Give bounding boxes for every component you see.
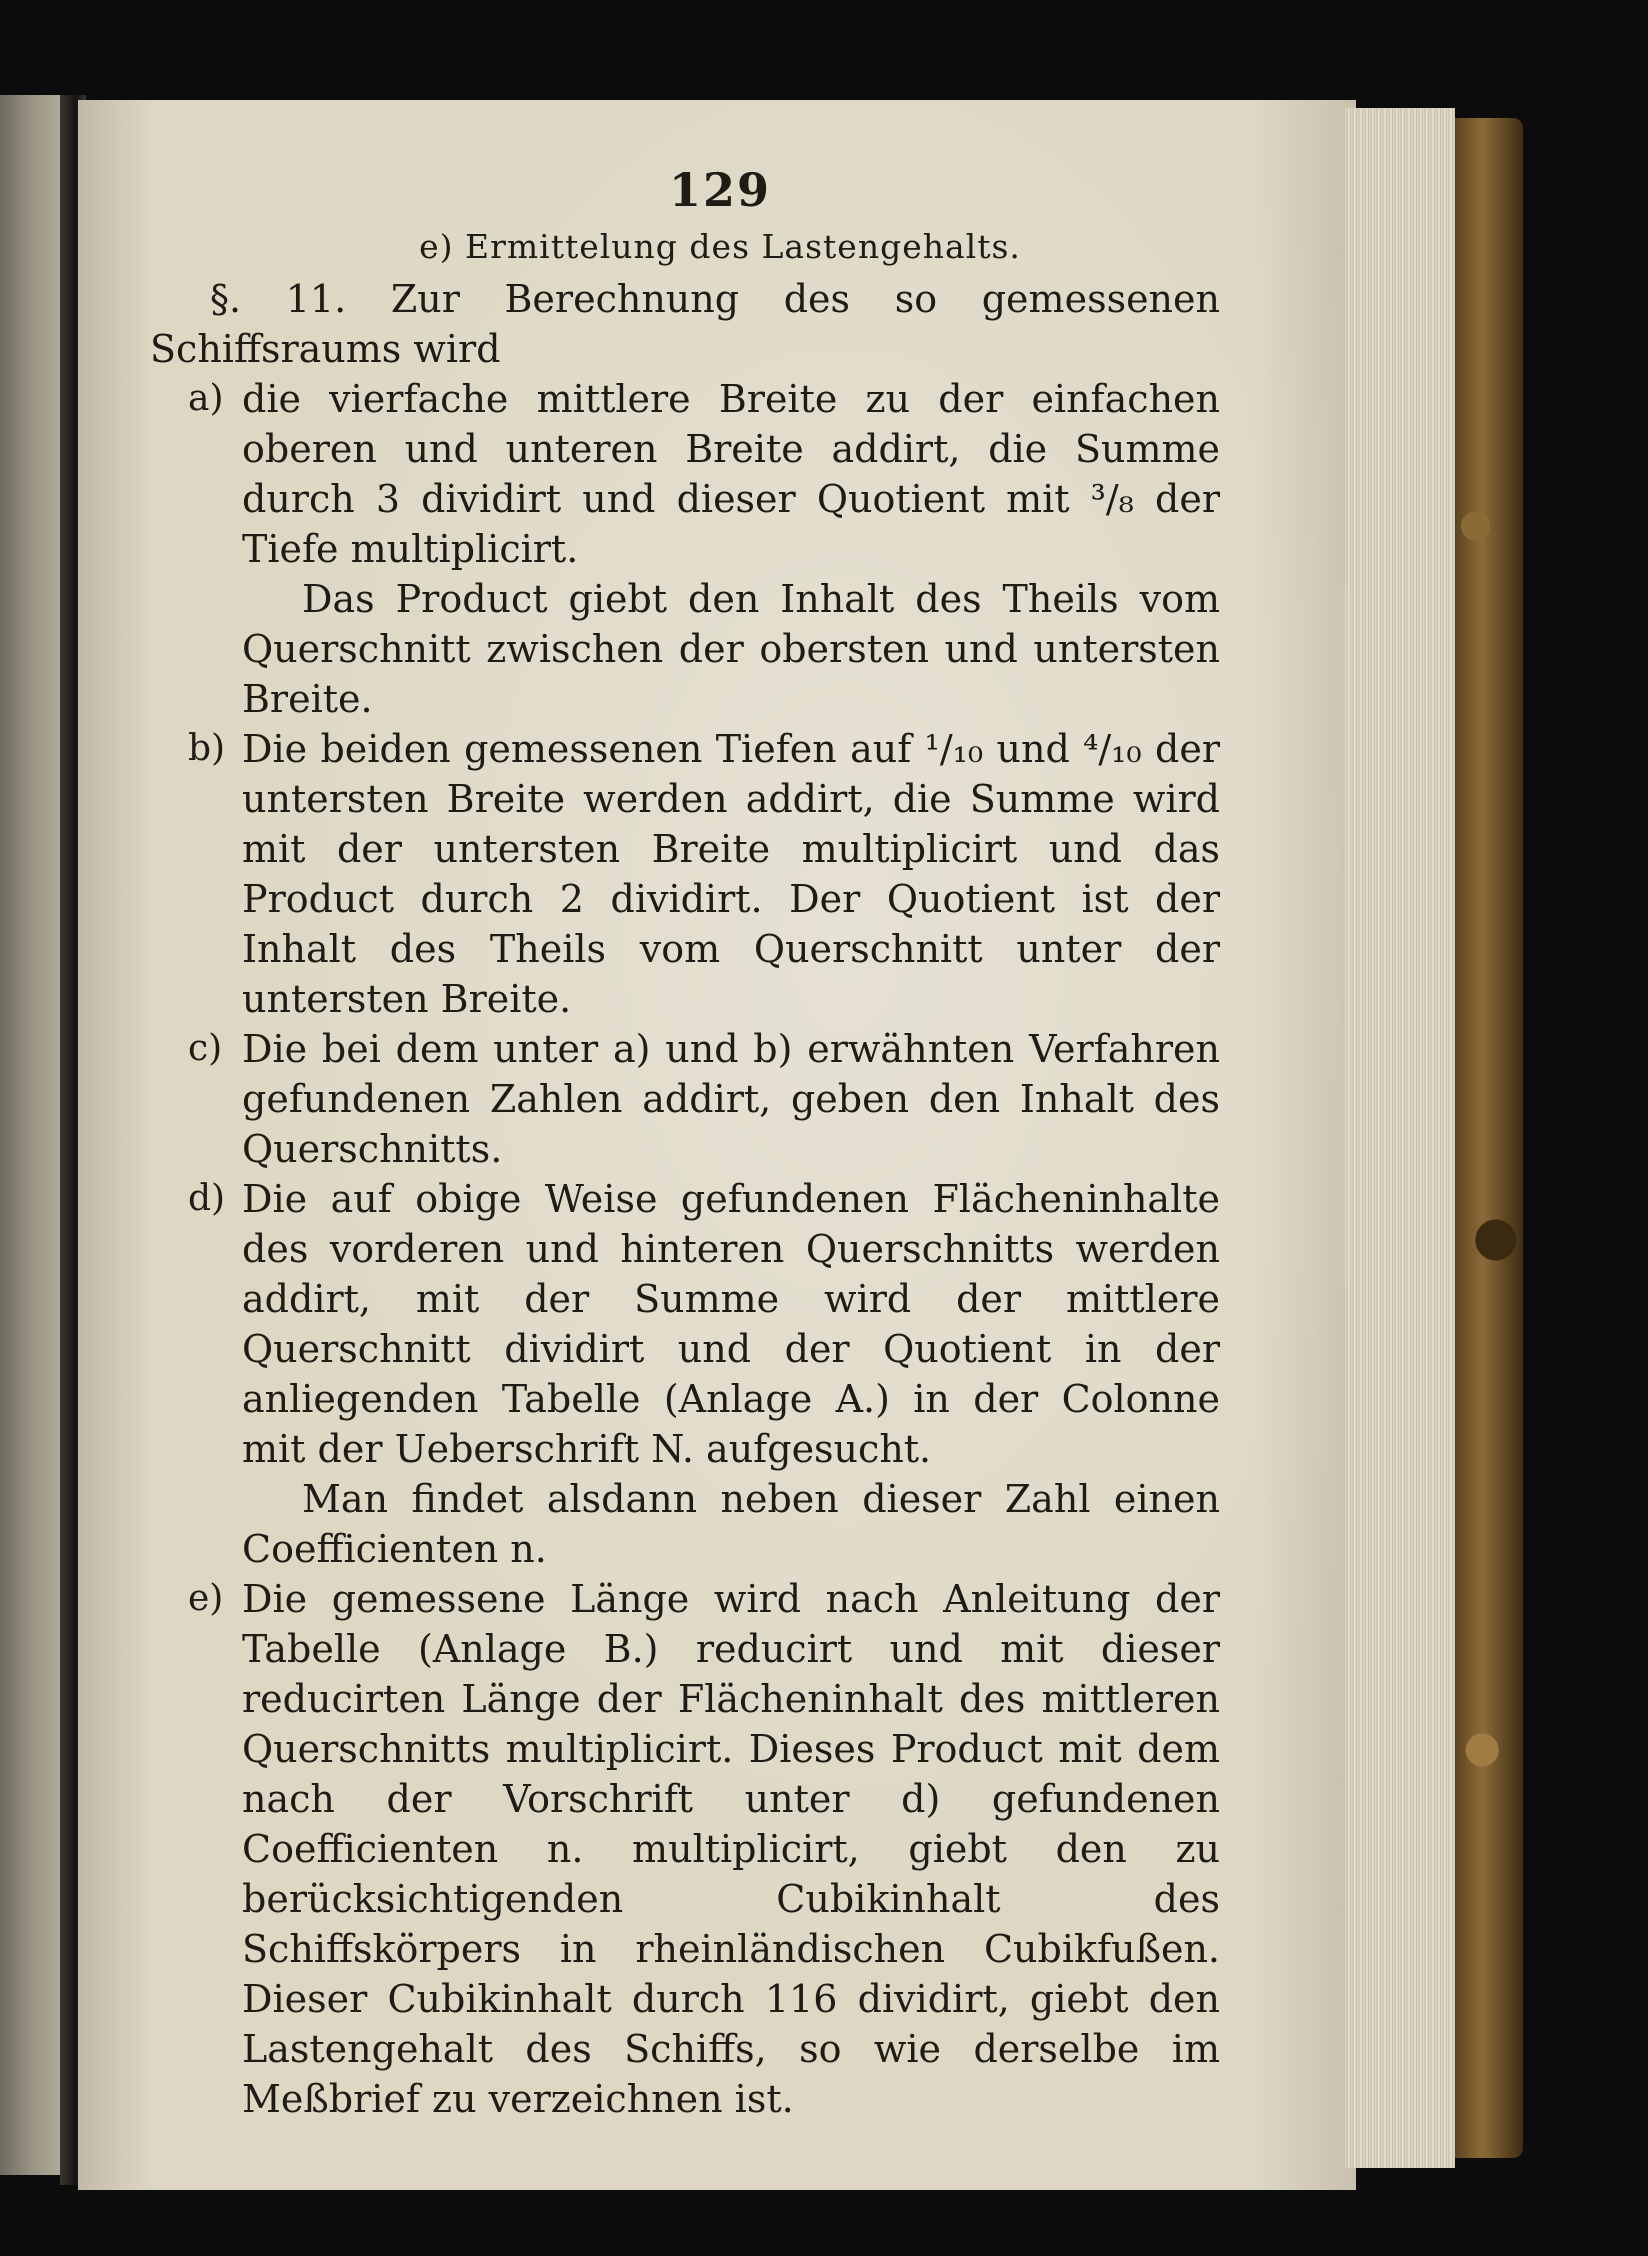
list-item-c — [150, 1024, 1220, 1174]
item-text: Die bei dem unter a) und b) erwähnten Verfahren gefundenen Zahlen addirt, geben den Inhalt des Querschnitts. — [242, 1027, 1220, 1171]
page-number: 129 — [668, 163, 772, 217]
item-marker: a) — [188, 378, 224, 419]
item-text: Die beiden gemessenen Tiefen auf ¹/₁₀ und ⁴/₁₀ der untersten Breite werden addirt, die Summe wird mit der untersten Breite multiplicirt und das Product durch 2 dividirt. Der Quotient ist der Inhalt des Theils vom Querschnitt unter der untersten Breite. — [242, 727, 1220, 1021]
item-marker: e) — [188, 1578, 224, 1619]
list-item-a — [150, 374, 1220, 574]
item-marker: c) — [188, 1028, 223, 1069]
item-marker: d) — [188, 1178, 226, 1219]
item-d-subparagraph: Man findet alsdann neben dieser Zahl einen Coefficienten n. — [242, 1477, 1220, 1571]
list-item-d — [150, 1174, 1220, 1474]
item-a-subparagraph: Das Product giebt den Inhalt des Theils vom Querschnitt zwischen der obersten und untersten Breite. — [242, 577, 1220, 721]
item-text: die vierfache mittlere Breite zu der einfachen oberen und unteren Breite addirt, die Summe durch 3 dividirt und dieser Quotient mit ³/₈ der Tiefe multiplicirt. — [242, 377, 1220, 571]
section-intro: §. 11. Zur Berechnung des so gemessenen Schiffsraums wird — [150, 277, 1220, 371]
section-title: e) Ermittelung des Lastengehalts. — [419, 227, 1021, 266]
list-item-e — [150, 1574, 1220, 2124]
page-text — [150, 160, 1220, 2124]
item-marker: b) — [188, 728, 226, 769]
list-item-b — [150, 724, 1220, 1024]
item-text: Die auf obige Weise gefundenen Flächeninhalte des vorderen und hinteren Querschnitts werden addirt, mit der Summe wird der mittlere Querschnitt dividirt und der Quotient in der anliegenden Tabelle (Anlage A.) in der Colonne mit der Ueberschrift N. aufgesucht. — [242, 1177, 1220, 1471]
item-text: Die gemessene Länge wird nach Anleitung der Tabelle (Anlage B.) reducirt und mit dieser reducirten Länge der Flächeninhalt des mittleren Querschnitts multiplicirt. Dieses Product mit dem nach der Vorschrift unter d) gefundenen Coefficienten n. multiplicirt, giebt den zu berücksichtigenden Cubikinhalt des Schiffskörpers in rheinländischen Cubikfußen. Dieser Cubikinhalt durch 116 dividirt, giebt den Lastengehalt des Schiffs, so wie derselbe im Meßbrief zu verzeichnen ist. — [242, 1577, 1220, 2121]
book-cover — [1455, 118, 1523, 2158]
page-edges — [1345, 108, 1455, 2168]
